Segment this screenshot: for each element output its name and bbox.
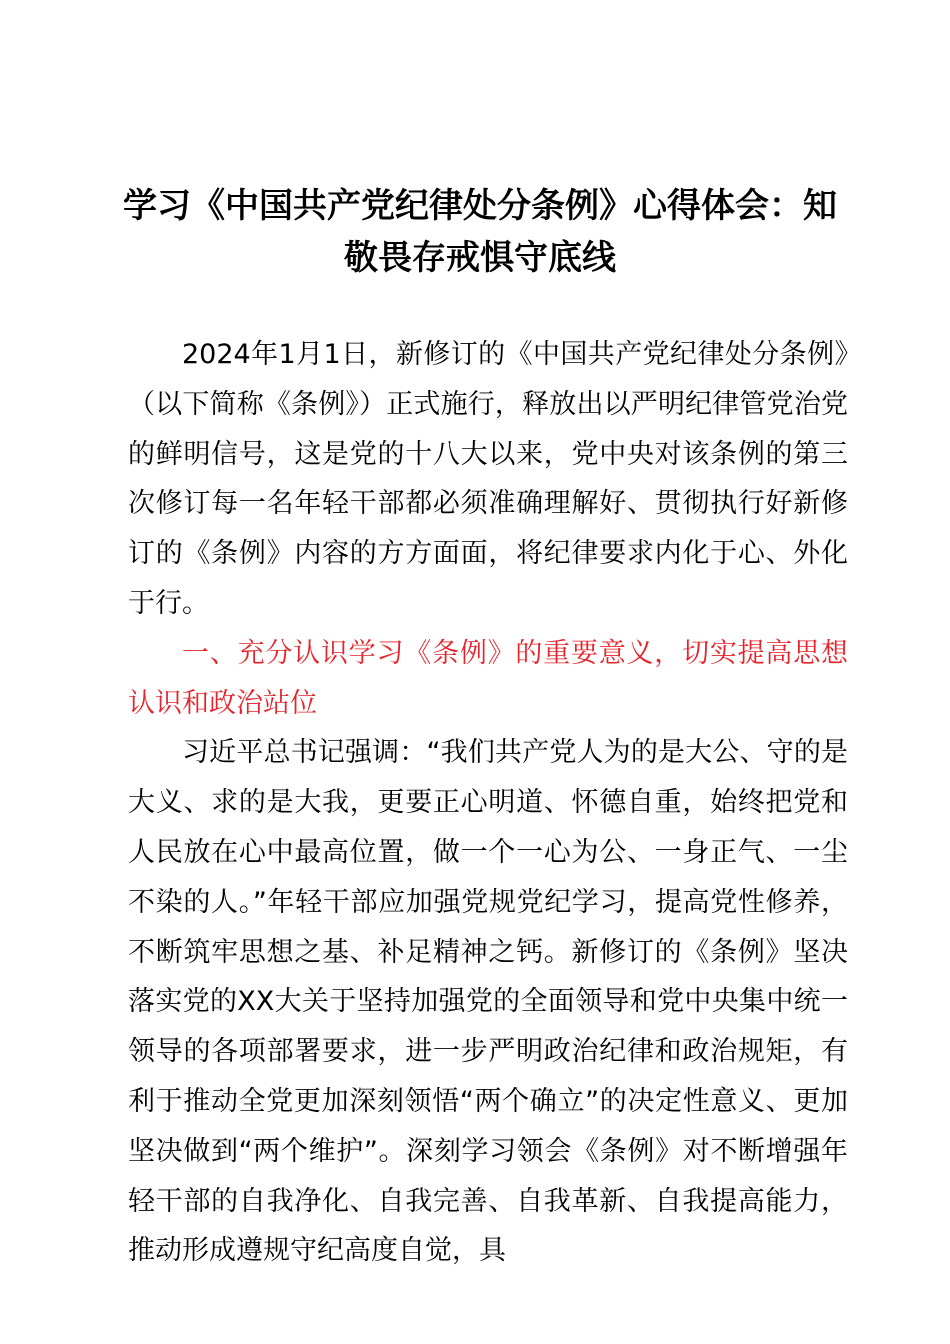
document-title: 学习《中国共产党纪律处分条例》心得体会：知敬畏存戒惧守底线 [123,186,837,278]
paragraph-quote: 习近平总书记强调：“我们共产党人为的是大公、守的是大义、求的是大我，更要正心明道、怀德自重，始终把党和人民放在心中最高位置，做一个一心为公、一身正气、一尘不染的人。”年轻干部应加强党规党纪学习，提高党性修养，不断筑牢思想之基、补足精神之钙。新修订的《条例》坚决落实党的XX大关于坚持加强党的全面领导和党中央集中统一领导的各项部署要求，进一步严明政治纪律和政治规矩，有利于推动全党更加深刻领悟“两个确立”的决定性意义、更加坚决做到“两个维护”。深刻学习领会《条例》对不断增强年轻干部的自我净化、自我完善、自我革新、自我提高能力，推动形成遵规守纪高度自觉，具 [128,737,848,1267]
document-body [128,330,848,1276]
section-heading: 一、充分认识学习《条例》的重要意义，切实提高思想认识和政治站位 [128,637,848,719]
paragraph-intro: 2024年1月1日，新修订的《中国共产党纪律处分条例》（以下简称《条例》）正式施行，释放出以严明纪律管党治党的鲜明信号，这是党的十八大以来，党中央对该条例的第三次修订每一名年轻干部都必须准确理解好、贯彻执行好新修订的《条例》内容的方方面面，将纪律要求内化于心、外化于行。 [128,339,848,619]
